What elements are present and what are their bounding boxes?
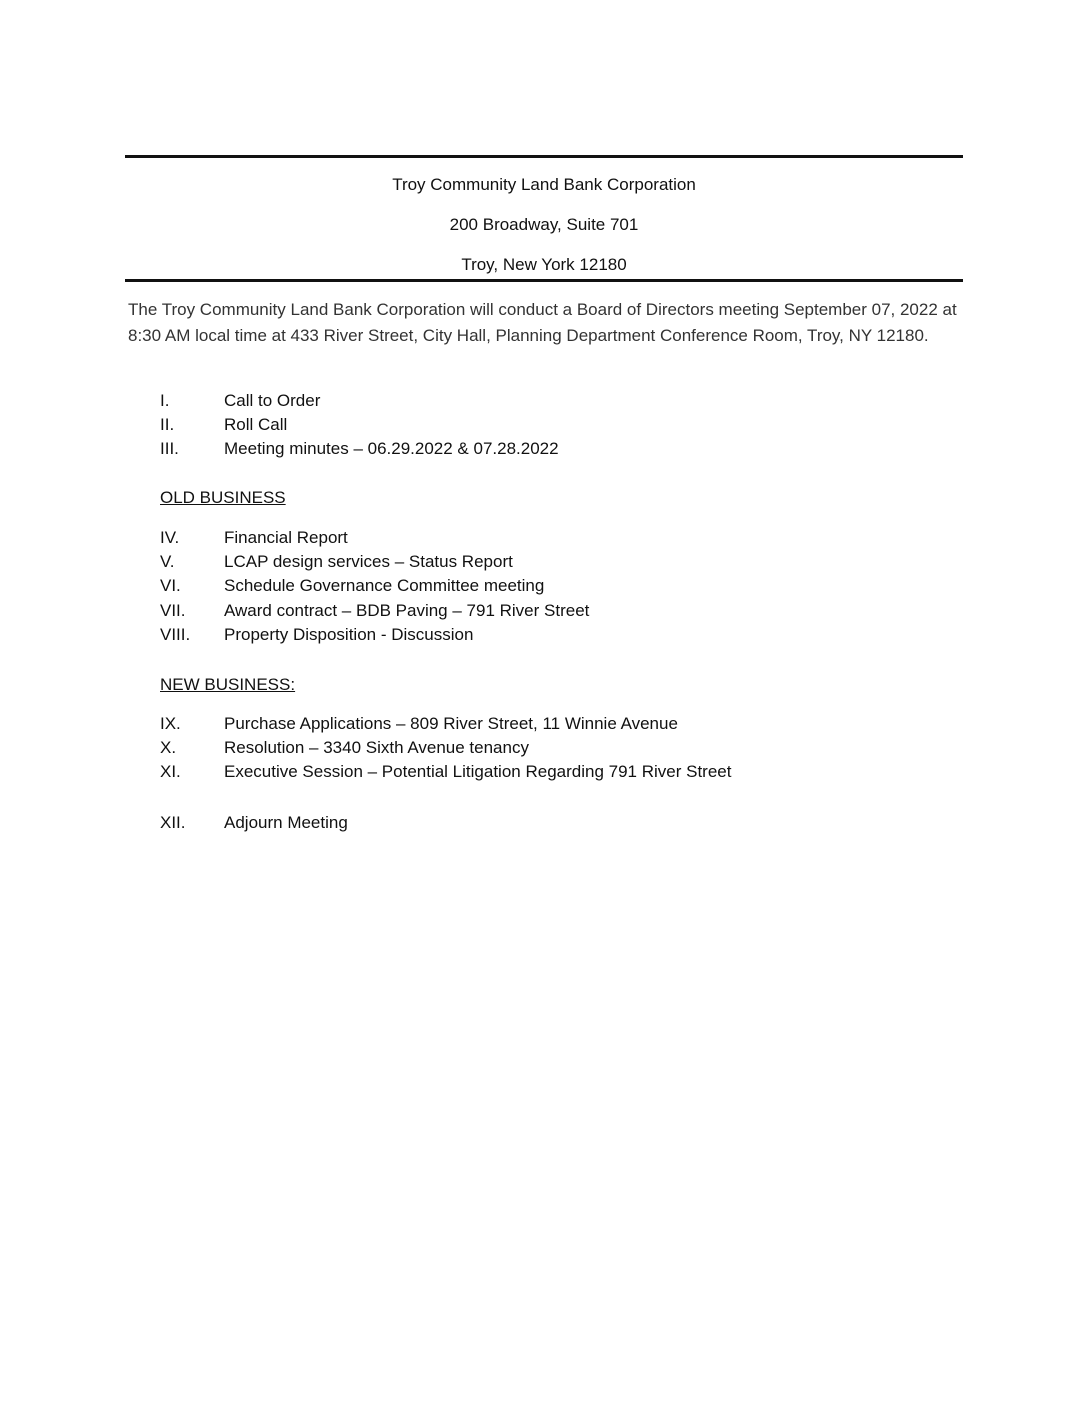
- address-line-1: 200 Broadway, Suite 701: [449, 215, 639, 234]
- new-business-heading: NEW BUSINESS:: [160, 675, 296, 694]
- agenda-item-text: Call to Order: [224, 391, 321, 410]
- agenda-item-text: Resolution – 3340 Sixth Avenue tenancy: [224, 738, 529, 757]
- agenda-item-number: VI.: [160, 576, 181, 595]
- agenda-item-text: Financial Report: [224, 528, 348, 547]
- agenda-item-number: XI.: [160, 762, 181, 781]
- agenda-item-text: Property Disposition - Discussion: [224, 625, 474, 644]
- agenda-item-number: IX.: [160, 714, 181, 733]
- agenda-item-text: Schedule Governance Committee meeting: [224, 576, 545, 595]
- agenda-item-number: XII.: [160, 813, 186, 832]
- agenda-item-number: I.: [160, 391, 170, 410]
- organization-name: Troy Community Land Bank Corporation: [392, 175, 696, 194]
- address-line-2: Troy, New York 12180: [461, 255, 627, 274]
- agenda-item-number: II.: [160, 415, 175, 434]
- header-top-rule: [125, 155, 963, 158]
- agenda-item-number: V.: [160, 552, 175, 571]
- meeting-notice-paragraph: The Troy Community Land Bank Corporation will conduct a Board of Directors meeting September 07, 2022 at 8:30 AM local time at 433 River Street, City Hall, Planning Department Conference Room, Troy, NY 12180.: [128, 300, 957, 345]
- agenda-item-number: VII.: [160, 601, 186, 620]
- old-business-heading: OLD BUSINESS: [160, 488, 286, 507]
- agenda-item-number: IV.: [160, 528, 180, 547]
- agenda-item-text: Award contract – BDB Paving – 791 River Street: [224, 601, 590, 620]
- agenda-item-number: VIII.: [160, 625, 191, 644]
- agenda-item-number: III.: [160, 439, 179, 458]
- agenda-item-text: Executive Session – Potential Litigation Regarding 791 River Street: [224, 762, 732, 781]
- agenda-item-text: LCAP design services – Status Report: [224, 552, 513, 571]
- header-bottom-rule: [125, 279, 963, 282]
- agenda-item-number: X.: [160, 738, 177, 757]
- agenda-item-text: Adjourn Meeting: [224, 813, 348, 832]
- agenda-item-text: Roll Call: [224, 415, 288, 434]
- agenda-item-text: Meeting minutes – 06.29.2022 & 07.28.2022: [224, 439, 559, 458]
- agenda-item-text: Purchase Applications – 809 River Street, 11 Winnie Avenue: [224, 714, 678, 733]
